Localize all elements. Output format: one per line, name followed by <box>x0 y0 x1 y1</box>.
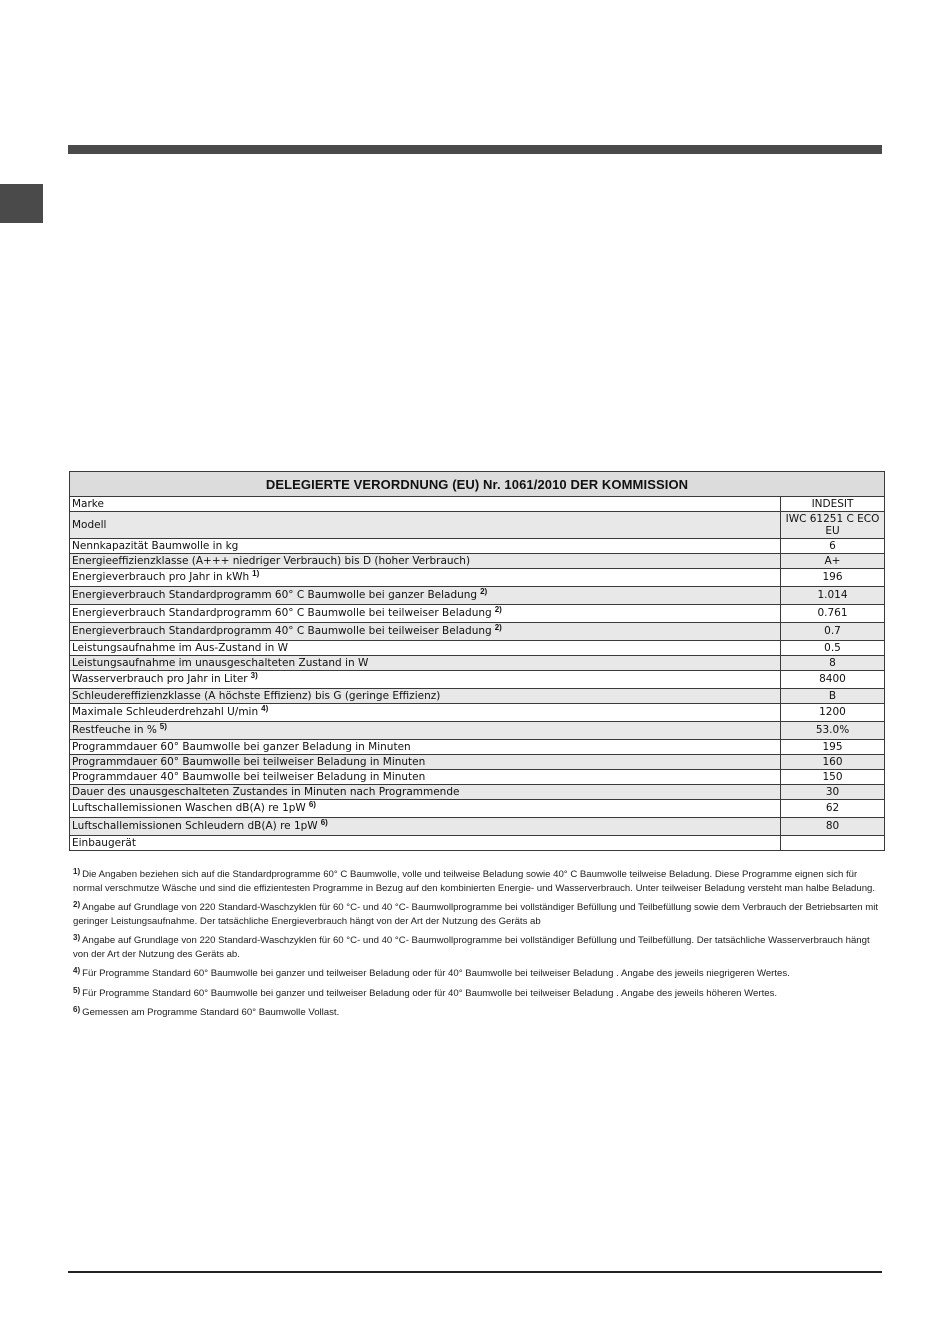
row-label: Energieverbrauch Standardprogramm 60° C Baumwolle bei ganzer Beladung $^{2)}$ <box>70 587 781 605</box>
row-label: Luftschallemissionen Waschen dB(A) re 1pW $^{6)}$ <box>70 800 781 818</box>
row-label: Energieverbrauch pro Jahr in kWh $^{1)}$ <box>70 569 781 587</box>
footnote-number: 6) <box>73 1005 81 1014</box>
row-label: Dauer des unausgeschalteten Zustandes in Minuten nach Programmende <box>70 785 781 800</box>
table-row <box>70 512 885 539</box>
row-label: Programmdauer 60° Baumwolle bei ganzer Beladung in Minuten <box>70 740 781 755</box>
table-row <box>70 704 885 722</box>
row-value: IWC 61251 C ECO EU <box>781 512 885 539</box>
row-label: Programmdauer 40° Baumwolle bei teilweiser Beladung in Minuten <box>70 770 781 785</box>
row-label: Marke <box>70 497 781 512</box>
row-value: 196 <box>781 569 885 587</box>
footnote-text: Angabe auf Grundlage von 220 Standard-Waschzyklen für 60 °C- und 40 °C- Baumwollprogramme bei vollständiger Befüllung und Teilbefüllung. Der tatsächliche Wasserverbrauch hängt von der Art der Nutzung des Geräts ab. <box>73 935 870 960</box>
footnote-text: Angabe auf Grundlage von 220 Standard-Waschzyklen für 60 °C- und 40 °C- Baumwollprogramme bei vollständiger Befüllung und Teilbefüllung sowie dem Verbrauch der Betriebsarten mit geringer Leistungsaufnahme. Der tatsächliche Energieverbrauch hängt von der Art der Nutzung des Geräts ab <box>73 902 878 927</box>
row-value: 160 <box>781 755 885 770</box>
table-row <box>70 800 885 818</box>
table-row <box>70 740 885 755</box>
footnote-text: Gemessen am Programme Standard 60° Baumwolle Vollast. <box>82 1007 340 1018</box>
row-value: 0.7 <box>781 623 885 641</box>
footnote-text: Für Programme Standard 60° Baumwolle bei ganzer und teilweiser Beladung oder für 40° Baumwolle bei teilweiser Beladung . Angabe des jeweils höheren Wertes. <box>82 987 778 999</box>
table-row <box>70 722 885 740</box>
footnote-text: Für Programme Standard 60° Baumwolle bei ganzer und teilweiser Beladung oder für 40° Baumwolle bei teilweiser Beladung . Angabe des jeweils niegrigeren Wertes. <box>82 968 790 979</box>
footnote <box>73 967 883 981</box>
footnote-ref: 4) <box>261 704 269 713</box>
row-value: 195 <box>781 740 885 755</box>
table-row <box>70 554 885 569</box>
footnote <box>73 901 883 928</box>
row-value: 0.761 <box>781 605 885 623</box>
footnote-number: 5) <box>73 985 81 995</box>
table-row <box>70 671 885 689</box>
row-value: 0.5 <box>781 641 885 656</box>
regulation-table <box>69 471 885 851</box>
table-row <box>70 689 885 704</box>
footnote <box>73 1006 883 1020</box>
row-value: 62 <box>781 800 885 818</box>
table-row <box>70 785 885 800</box>
row-value: 8400 <box>781 671 885 689</box>
row-label: Energieverbrauch Standardprogramm 60° C Baumwolle bei teilweiser Beladung $^{2)}$ <box>70 605 781 623</box>
row-label: Luftschallemissionen Schleudern dB(A) re 1pW $^{6)}$ <box>70 818 781 836</box>
row-value: INDESIT <box>781 497 885 512</box>
row-label: Modell <box>70 512 781 539</box>
footer-rule <box>68 1271 882 1273</box>
table-row <box>70 770 885 785</box>
row-value: 80 <box>781 818 885 836</box>
table-row <box>70 587 885 605</box>
footnote-ref: 6) <box>320 818 328 827</box>
footnote-number: 1) <box>73 867 81 876</box>
side-tab-marker <box>0 184 43 223</box>
table-row <box>70 656 885 671</box>
row-value: A+ <box>781 554 885 569</box>
row-value: 1.014 <box>781 587 885 605</box>
table-row <box>70 497 885 512</box>
table-row <box>70 641 885 656</box>
footnote <box>73 868 883 895</box>
table-row <box>70 755 885 770</box>
table-title-row <box>70 472 885 497</box>
table-row <box>70 569 885 587</box>
footnote-number: 2) <box>73 900 81 909</box>
row-value <box>781 836 885 851</box>
footnote <box>73 934 883 961</box>
row-value: B <box>781 689 885 704</box>
header-rule <box>68 145 882 154</box>
table-row <box>70 818 885 836</box>
footnotes <box>73 868 883 1026</box>
row-value: 8 <box>781 656 885 671</box>
table-row <box>70 539 885 554</box>
row-label: Energieverbrauch Standardprogramm 40° C Baumwolle bei teilweiser Beladung $^{2)}$ <box>70 623 781 641</box>
footnote-ref: 2) <box>494 605 502 614</box>
footnote-ref: 2) <box>494 623 502 632</box>
footnote-ref: 2) <box>480 587 488 596</box>
row-value: 150 <box>781 770 885 785</box>
footnote-ref: 1) <box>252 569 260 578</box>
row-label: Einbaugerät <box>70 836 781 851</box>
row-label: Nennkapazität Baumwolle in kg <box>70 539 781 554</box>
row-label: Programmdauer 60° Baumwolle bei teilweiser Beladung in Minuten <box>70 755 781 770</box>
table-row <box>70 623 885 641</box>
row-label: Wasserverbrauch pro Jahr in Liter $^{3)}$ <box>70 671 781 689</box>
row-value: 6 <box>781 539 885 554</box>
row-label: Energieeffizienzklasse (A+++ niedriger Verbrauch) bis D (hoher Verbrauch) <box>70 554 781 569</box>
footnote-ref: 6) <box>308 800 316 809</box>
table-row <box>70 605 885 623</box>
row-value: 1200 <box>781 704 885 722</box>
row-label: Maximale Schleuderdrehzahl U/min $^{4)}$ <box>70 704 781 722</box>
footnote <box>73 987 883 1001</box>
row-label: Leistungsaufnahme im Aus-Zustand in W <box>70 641 781 656</box>
row-label: Restfeuche in % $^{5)}$ <box>70 722 781 740</box>
row-label: Schleudereffizienzklasse (A höchste Effizienz) bis G (geringe Effizienz) <box>70 689 781 704</box>
footnote-text: Die Angaben beziehen sich auf die Standardprogramme 60° C Baumwolle, volle und teilweise Beladung sowie 40° C Baumwolle teilweise Beladung. Diese Programme eignen sich für normal verschmutze Wäsche und sind die effizientesten Programme in Bezug auf den kombinierten Energie- und Wasserverbrauch. Unter teilweiser Beladung versteht man halbe Beladung. <box>73 869 876 894</box>
row-label: Leistungsaufnahme im unausgeschalteten Zustand in W <box>70 656 781 671</box>
footnote-ref: 5) <box>159 722 167 731</box>
footnote-ref: 3) <box>250 671 258 680</box>
table-title: DELEGIERTE VERORDNUNG (EU) Nr. 1061/2010 DER KOMMISSION <box>70 472 885 497</box>
table-row <box>70 836 885 851</box>
footnote-number: 4) <box>73 966 81 975</box>
footnote-number: 3) <box>73 933 81 942</box>
row-value: 30 <box>781 785 885 800</box>
row-value: 53.0% <box>781 722 885 740</box>
